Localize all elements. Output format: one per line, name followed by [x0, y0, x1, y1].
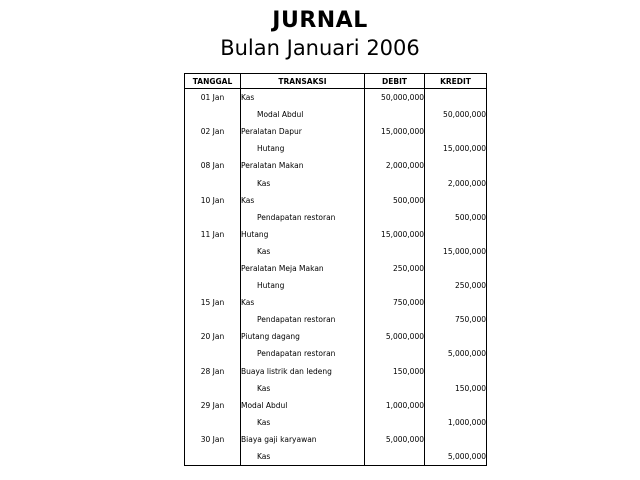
cell-transaction: Buaya listrik dan ledeng [241, 363, 365, 380]
column-header-credit: KREDIT [425, 74, 487, 89]
table-row [185, 311, 487, 328]
column-header-date: TANGGAL [185, 74, 241, 89]
cell-transaction: Kas [241, 414, 365, 431]
cell-debit [365, 140, 425, 157]
cell-debit [365, 243, 425, 260]
journal-table-header [185, 74, 487, 89]
cell-credit: 150,000 [425, 380, 487, 397]
cell-credit: 1,000,000 [425, 414, 487, 431]
cell-credit: 15,000,000 [425, 140, 487, 157]
table-row [185, 192, 487, 209]
cell-credit [425, 157, 487, 174]
cell-debit [365, 448, 425, 466]
cell-transaction: Kas [241, 174, 365, 191]
table-row [185, 380, 487, 397]
cell-transaction: Peralatan Makan [241, 157, 365, 174]
cell-date: 20 Jan [185, 328, 241, 345]
table-row [185, 157, 487, 174]
cell-credit [425, 363, 487, 380]
table-row [185, 448, 487, 466]
cell-transaction: Pendapatan restoran [241, 209, 365, 226]
cell-credit: 500,000 [425, 209, 487, 226]
cell-credit: 50,000,000 [425, 106, 487, 123]
cell-debit [365, 174, 425, 191]
cell-transaction: Pendapatan restoran [241, 311, 365, 328]
cell-credit [425, 192, 487, 209]
cell-transaction: Kas [241, 192, 365, 209]
journal-table-body [185, 89, 487, 466]
cell-date: 29 Jan [185, 397, 241, 414]
cell-date [185, 380, 241, 397]
cell-debit: 50,000,000 [365, 89, 425, 107]
table-row [185, 209, 487, 226]
column-header-debit: DEBIT [365, 74, 425, 89]
cell-debit [365, 209, 425, 226]
page-subtitle: Bulan Januari 2006 [220, 36, 420, 60]
cell-date [185, 140, 241, 157]
table-row [185, 431, 487, 448]
cell-credit: 2,000,000 [425, 174, 487, 191]
cell-transaction: Kas [241, 380, 365, 397]
cell-credit: 5,000,000 [425, 345, 487, 362]
table-row [185, 243, 487, 260]
table-row [185, 294, 487, 311]
cell-debit: 500,000 [365, 192, 425, 209]
cell-credit [425, 226, 487, 243]
cell-credit [425, 431, 487, 448]
cell-date: 28 Jan [185, 363, 241, 380]
cell-date [185, 311, 241, 328]
cell-debit: 5,000,000 [365, 328, 425, 345]
cell-transaction: Kas [241, 448, 365, 466]
table-row [185, 328, 487, 345]
cell-debit: 5,000,000 [365, 431, 425, 448]
table-row [185, 414, 487, 431]
cell-transaction: Kas [241, 89, 365, 107]
cell-date: 30 Jan [185, 431, 241, 448]
cell-credit [425, 397, 487, 414]
table-row [185, 397, 487, 414]
table-row [185, 140, 487, 157]
cell-debit: 250,000 [365, 260, 425, 277]
cell-credit: 250,000 [425, 277, 487, 294]
cell-credit: 5,000,000 [425, 448, 487, 466]
cell-transaction: Modal Abdul [241, 397, 365, 414]
cell-transaction: Pendapatan restoran [241, 345, 365, 362]
cell-transaction: Hutang [241, 277, 365, 294]
cell-debit [365, 380, 425, 397]
cell-credit [425, 260, 487, 277]
cell-debit: 15,000,000 [365, 123, 425, 140]
cell-transaction: Peralatan Meja Makan [241, 260, 365, 277]
table-row [185, 89, 487, 107]
cell-date [185, 448, 241, 466]
cell-transaction: Kas [241, 294, 365, 311]
cell-debit: 750,000 [365, 294, 425, 311]
table-row [185, 260, 487, 277]
table-row [185, 363, 487, 380]
cell-date [185, 106, 241, 123]
cell-credit [425, 123, 487, 140]
cell-date: 11 Jan [185, 226, 241, 243]
cell-date: 01 Jan [185, 89, 241, 107]
cell-date: 10 Jan [185, 192, 241, 209]
cell-date [185, 414, 241, 431]
cell-debit: 150,000 [365, 363, 425, 380]
cell-credit: 15,000,000 [425, 243, 487, 260]
cell-transaction: Hutang [241, 140, 365, 157]
cell-credit [425, 328, 487, 345]
cell-transaction: Peralatan Dapur [241, 123, 365, 140]
page-title: JURNAL [272, 8, 368, 33]
cell-date: 08 Jan [185, 157, 241, 174]
cell-transaction: Hutang [241, 226, 365, 243]
cell-credit [425, 294, 487, 311]
column-header-transaction: TRANSAKSI [241, 74, 365, 89]
cell-debit: 15,000,000 [365, 226, 425, 243]
cell-debit [365, 106, 425, 123]
table-row [185, 277, 487, 294]
cell-date: 02 Jan [185, 123, 241, 140]
cell-transaction: Biaya gaji karyawan [241, 431, 365, 448]
table-row [185, 123, 487, 140]
table-row [185, 226, 487, 243]
cell-transaction: Kas [241, 243, 365, 260]
cell-date [185, 209, 241, 226]
table-row [185, 345, 487, 362]
journal-table [184, 73, 487, 466]
table-row [185, 106, 487, 123]
cell-date [185, 277, 241, 294]
cell-date: 15 Jan [185, 294, 241, 311]
cell-date [185, 174, 241, 191]
cell-debit [365, 414, 425, 431]
cell-debit: 1,000,000 [365, 397, 425, 414]
table-row [185, 174, 487, 191]
cell-debit [365, 311, 425, 328]
cell-debit [365, 345, 425, 362]
cell-credit [425, 89, 487, 107]
cell-date [185, 260, 241, 277]
cell-debit: 2,000,000 [365, 157, 425, 174]
cell-date [185, 243, 241, 260]
cell-credit: 750,000 [425, 311, 487, 328]
cell-date [185, 345, 241, 362]
cell-debit [365, 277, 425, 294]
cell-transaction: Modal Abdul [241, 106, 365, 123]
cell-transaction: Piutang dagang [241, 328, 365, 345]
header-row [185, 74, 487, 89]
